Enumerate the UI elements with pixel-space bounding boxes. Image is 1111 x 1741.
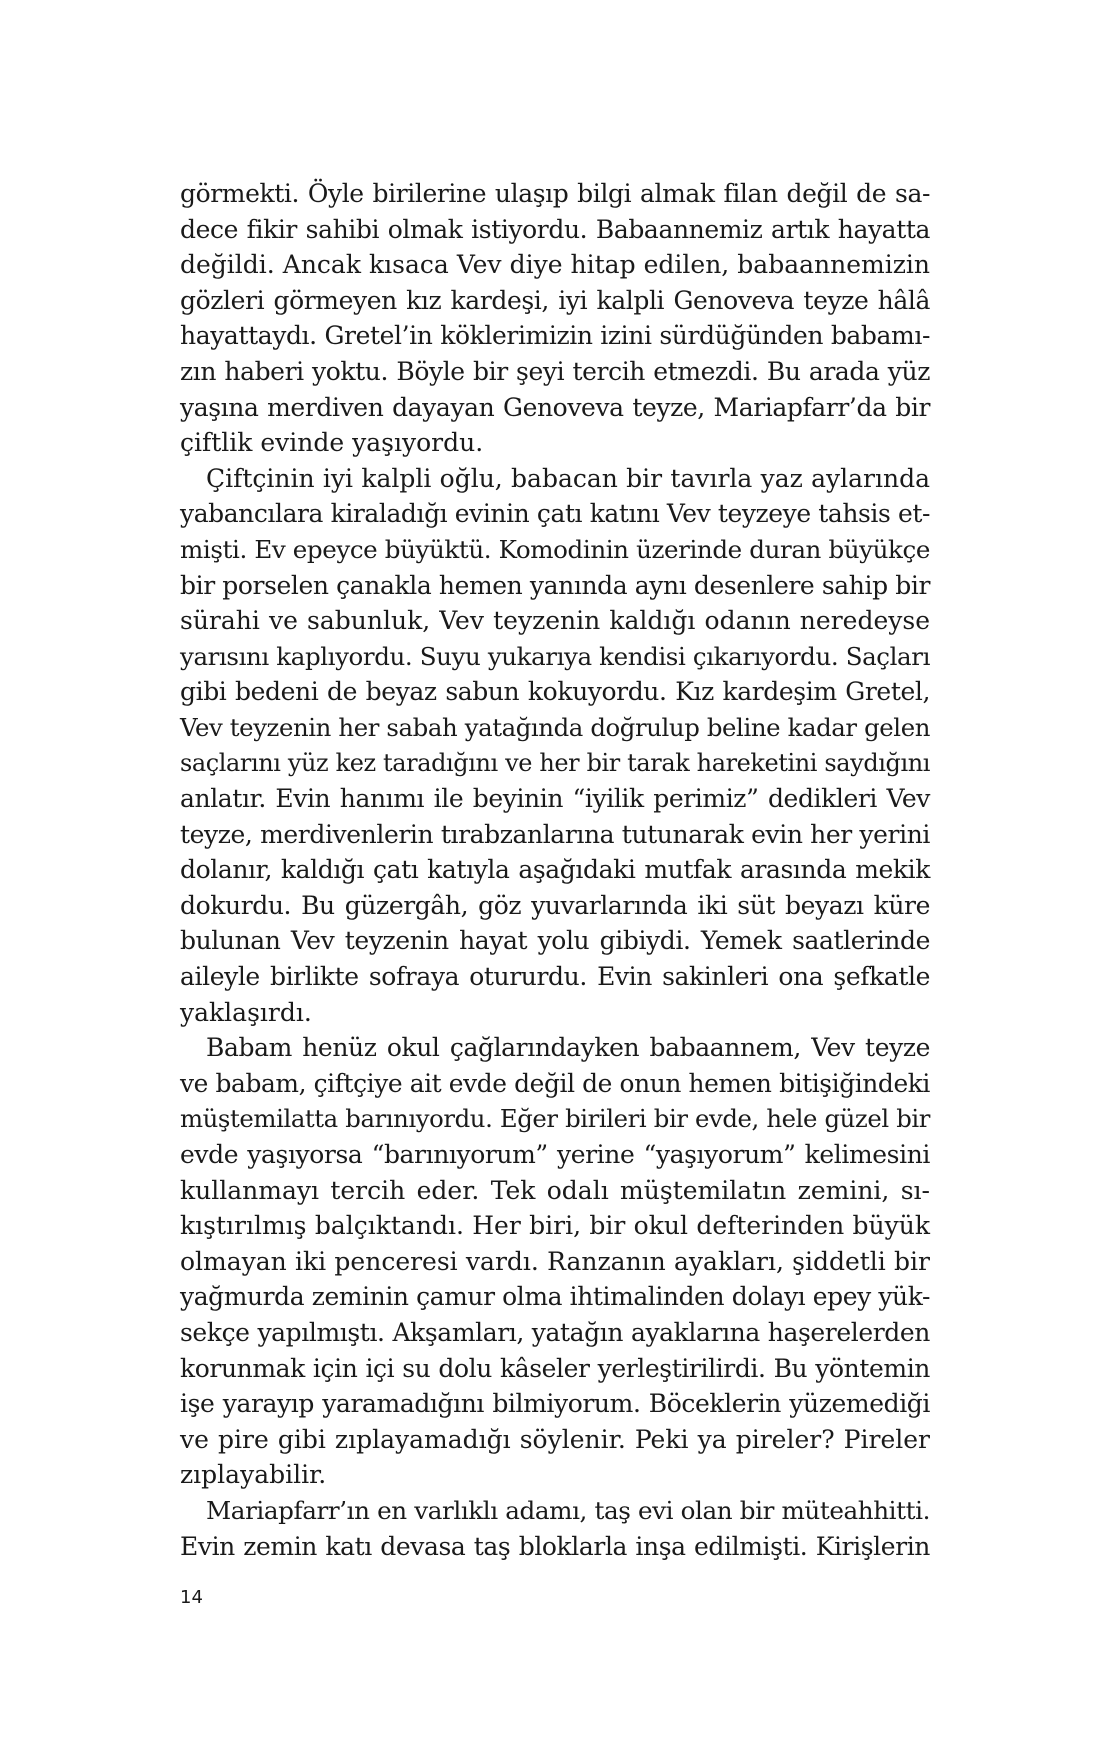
text-line: teyze, merdivenlerin tırabzanlarına tutunarak evin her yerini — [180, 819, 930, 849]
text-line: anlatır. Evin hanımı ile beyinin “iyilik perimiz” dedikleri Vev — [180, 784, 930, 814]
text-line: kıştırılmış balçıktandı. Her biri, bir okul defterinden büyük — [180, 1211, 930, 1241]
text-line-paragraph-end: yaklaşırdı. — [180, 997, 312, 1027]
text-line: yarısını kaplıyordu. Suyu yukarıya kendisi çıkarıyordu. Saçları — [180, 641, 930, 671]
text-line-paragraph-start: Babam henüz okul çağlarındayken babaannem, Vev teyze — [206, 1033, 930, 1063]
text-line: işe yarayıp yaramadığını bilmiyorum. Böceklerin yüzemediği — [180, 1389, 930, 1419]
text-line: gözleri görmeyen kız kardeşi, iyi kalpli Genoveva teyze hâlâ — [180, 285, 930, 315]
text-line-paragraph-end: çiftlik evinde yaşıyordu. — [180, 428, 484, 458]
text-line-paragraph-start: Mariapfarr’ın en varlıklı adamı, taş evi olan bir müteahhitti. — [206, 1495, 930, 1525]
text-line: evde yaşıyorsa “barınıyorum” yerine “yaşıyorum” kelimesini — [180, 1140, 930, 1170]
text-line: aileyle birlikte sofraya otururdu. Evin sakinleri ona şefkatle — [180, 962, 930, 992]
text-line: yabancılara kiraladığı evinin çatı katını Vev teyzeye tahsis et- — [180, 499, 930, 529]
text-line: mişti. Ev epeyce büyüktü. Komodinin üzerinde duran büyükçe — [180, 534, 930, 564]
text-line: bulunan Vev teyzenin hayat yolu gibiydi. Yemek saatlerinde — [180, 926, 930, 956]
text-line: Evin zemin katı devasa taş bloklarla inşa edilmişti. Kirişlerin — [180, 1531, 930, 1561]
text-line: sürahi ve sabunluk, Vev teyzenin kaldığı odanın neredeyse — [180, 606, 930, 636]
text-line: dece fikir sahibi olmak istiyordu. Babaannemiz artık hayatta — [180, 214, 930, 244]
text-line-paragraph-end: zıplayabilir. — [180, 1460, 327, 1490]
text-line: Vev teyzenin her sabah yatağında doğrulup beline kadar gelen — [180, 712, 930, 742]
text-line: ve babam, çiftçiye ait evde değil de onun hemen bitişiğindeki — [180, 1068, 930, 1098]
text-line: gibi bedeni de beyaz sabun kokuyordu. Kız kardeşim Gretel, — [180, 677, 930, 707]
text-line: dolanır, kaldığı çatı katıyla aşağıdaki mutfak arasında mekik — [180, 855, 930, 885]
page-text-block — [180, 176, 930, 1564]
text-line: yağmurda zeminin çamur olma ihtimalinden dolayı epey yük- — [180, 1282, 930, 1312]
text-line: saçlarını yüz kez taradığını ve her bir tarak hareketini saydığını — [180, 748, 930, 777]
text-line: olmayan iki penceresi vardı. Ranzanın ayakları, şiddetli bir — [180, 1246, 930, 1276]
text-line: ve pire gibi zıplayamadığı söylenir. Peki ya pireler? Pireler — [180, 1424, 930, 1454]
text-line: yaşına merdiven dayayan Genoveva teyze, Mariapfarr’da bir — [180, 392, 930, 422]
text-line: korunmak için içi su dolu kâseler yerleştirilirdi. Bu yöntemin — [180, 1353, 930, 1383]
text-line-paragraph-start: Çiftçinin iyi kalpli oğlu, babacan bir tavırla yaz aylarında — [206, 463, 930, 493]
text-line: değildi. Ancak kısaca Vev diye hitap edilen, babaannemizin — [180, 250, 930, 280]
text-line: hayattaydı. Gretel’in köklerimizin izini sürdüğünden babamı- — [180, 321, 930, 351]
text-line: kullanmayı tercih eder. Tek odalı müştemilatın zemini, sı- — [180, 1175, 930, 1205]
text-line: dokurdu. Bu güzergâh, göz yuvarlarında iki süt beyazı küre — [180, 890, 930, 920]
page-number: 14 — [180, 1587, 203, 1608]
text-line: müştemilatta barınıyordu. Eğer birileri bir evde, hele güzel bir — [180, 1104, 930, 1134]
text-line: görmekti. Öyle birilerine ulaşıp bilgi almak filan değil de sa- — [180, 179, 930, 208]
text-line: sekçe yapılmıştı. Akşamları, yatağın ayaklarına haşerelerden — [180, 1318, 930, 1347]
text-line: bir porselen çanakla hemen yanında aynı desenlere sahip bir — [180, 570, 931, 600]
text-line: zın haberi yoktu. Böyle bir şeyi tercih etmezdi. Bu arada yüz — [180, 356, 930, 386]
